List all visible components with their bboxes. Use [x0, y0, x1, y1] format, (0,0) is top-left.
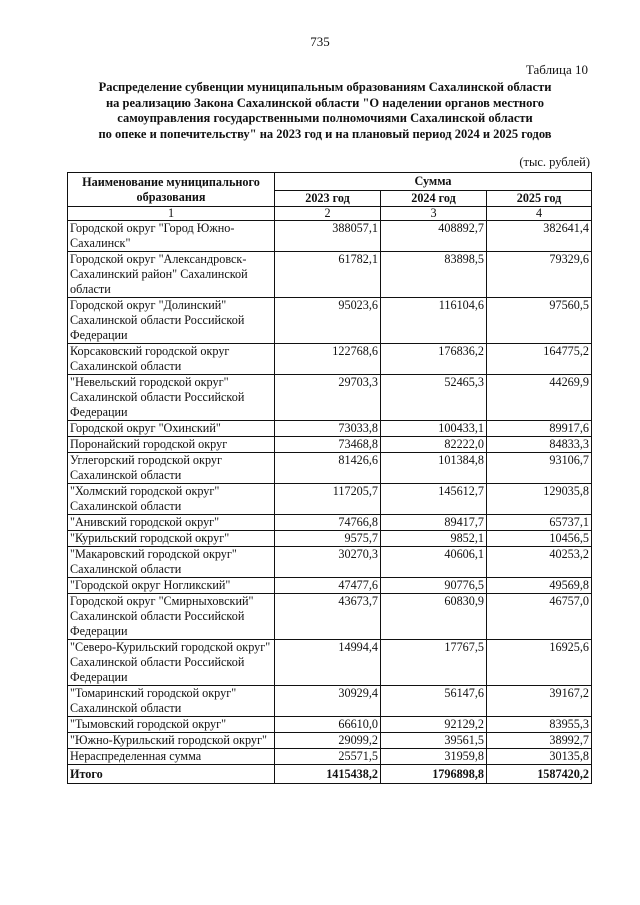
- table-row: [68, 298, 592, 344]
- row-value-2023: 9575,7: [275, 531, 381, 547]
- row-name-cell: "Макаровский городской округ" Сахалинской области: [68, 547, 275, 578]
- table-row: [68, 640, 592, 686]
- row-value-2025: 30135,8: [487, 749, 592, 765]
- row-value-2025: 38992,7: [487, 733, 592, 749]
- table-row: [68, 453, 592, 484]
- page-number: 735: [310, 34, 330, 49]
- row-value-2024: 52465,3: [381, 375, 487, 421]
- row-value-2025: 97560,5: [487, 298, 592, 344]
- row-value-2025: 382641,4: [487, 221, 592, 252]
- row-value-2025: 83955,3: [487, 717, 592, 733]
- row-name-cell: Городской округ "Охинский": [68, 421, 275, 437]
- table-row: [68, 594, 592, 640]
- header-sum-column: Сумма: [275, 173, 592, 191]
- row-name-cell: "Томаринский городской округ" Сахалинской области: [68, 686, 275, 717]
- table-row: [68, 221, 592, 252]
- row-value-2024: 82222,0: [381, 437, 487, 453]
- header-year-2023: 2023 год: [275, 191, 381, 207]
- table-row: [68, 421, 592, 437]
- row-value-2023: 95023,6: [275, 298, 381, 344]
- header-name-column: Наименование муниципального образования: [68, 173, 275, 207]
- row-value-2023: 122768,6: [275, 344, 381, 375]
- row-value-2023: 81426,6: [275, 453, 381, 484]
- table-body: [68, 221, 592, 765]
- row-name-cell: Городской округ "Долинский" Сахалинской области Российской Федерации: [68, 298, 275, 344]
- table-row: [68, 252, 592, 298]
- row-name-cell: "Южно-Курильский городской округ": [68, 733, 275, 749]
- table-row: [68, 717, 592, 733]
- row-value-2023: 66610,0: [275, 717, 381, 733]
- header-year-2024: 2024 год: [381, 191, 487, 207]
- row-value-2025: 79329,6: [487, 252, 592, 298]
- row-value-2024: 408892,7: [381, 221, 487, 252]
- total-2025: 1587420,2: [487, 765, 592, 784]
- units-label: (тыс. рублей): [519, 155, 590, 169]
- table-row: [68, 375, 592, 421]
- row-value-2023: 388057,1: [275, 221, 381, 252]
- row-name-cell: Корсаковский городской округ Сахалинской области: [68, 344, 275, 375]
- row-value-2025: 10456,5: [487, 531, 592, 547]
- table-row: [68, 437, 592, 453]
- row-value-2024: 100433,1: [381, 421, 487, 437]
- row-value-2024: 176836,2: [381, 344, 487, 375]
- table-row: [68, 749, 592, 765]
- table-row: [68, 515, 592, 531]
- row-value-2025: 84833,3: [487, 437, 592, 453]
- table-row: [68, 578, 592, 594]
- row-name-cell: Нераспределенная сумма: [68, 749, 275, 765]
- row-value-2023: 47477,6: [275, 578, 381, 594]
- row-name-cell: "Северо-Курильский городской округ" Сахалинской области Российской Федерации: [68, 640, 275, 686]
- table-row: [68, 547, 592, 578]
- title-line: по опеке и попечительству" на 2023 год и на плановый период 2024 и 2025 годов: [98, 126, 552, 141]
- row-value-2023: 29099,2: [275, 733, 381, 749]
- row-value-2025: 39167,2: [487, 686, 592, 717]
- subvention-table: [67, 172, 592, 784]
- table-row: [68, 686, 592, 717]
- row-name-cell: "Холмский городской округ" Сахалинской области: [68, 484, 275, 515]
- row-value-2025: 44269,9: [487, 375, 592, 421]
- row-value-2023: 74766,8: [275, 515, 381, 531]
- row-value-2024: 17767,5: [381, 640, 487, 686]
- row-value-2025: 46757,0: [487, 594, 592, 640]
- row-value-2025: 40253,2: [487, 547, 592, 578]
- row-value-2024: 90776,5: [381, 578, 487, 594]
- row-name-cell: Городской округ "Смирныховский" Сахалинской области Российской Федерации: [68, 594, 275, 640]
- row-value-2024: 56147,6: [381, 686, 487, 717]
- row-name-cell: "Невельский городской округ" Сахалинской области Российской Федерации: [68, 375, 275, 421]
- row-value-2024: 89417,7: [381, 515, 487, 531]
- row-value-2024: 40606,1: [381, 547, 487, 578]
- row-name-cell: Городской округ "Город Южно-Сахалинск": [68, 221, 275, 252]
- row-value-2025: 164775,2: [487, 344, 592, 375]
- column-number: 4: [487, 207, 592, 221]
- row-value-2024: 31959,8: [381, 749, 487, 765]
- total-2023: 1415438,2: [275, 765, 381, 784]
- row-name-cell: Углегорский городской округ Сахалинской области: [68, 453, 275, 484]
- row-name-cell: "Тымовский городской округ": [68, 717, 275, 733]
- row-value-2023: 117205,7: [275, 484, 381, 515]
- row-value-2024: 145612,7: [381, 484, 487, 515]
- header-year-2025: 2025 год: [487, 191, 592, 207]
- row-value-2024: 9852,1: [381, 531, 487, 547]
- row-value-2023: 43673,7: [275, 594, 381, 640]
- row-value-2024: 83898,5: [381, 252, 487, 298]
- row-name-cell: "Курильский городской округ": [68, 531, 275, 547]
- row-value-2023: 61782,1: [275, 252, 381, 298]
- row-name-cell: "Городской округ Ногликский": [68, 578, 275, 594]
- row-value-2023: 29703,3: [275, 375, 381, 421]
- table-row: [68, 484, 592, 515]
- row-value-2024: 39561,5: [381, 733, 487, 749]
- column-number: 2: [275, 207, 381, 221]
- row-value-2023: 25571,5: [275, 749, 381, 765]
- total-label: Итого: [68, 765, 275, 784]
- row-name-cell: Городской округ "Александровск-Сахалинский район" Сахалинской области: [68, 252, 275, 298]
- row-value-2024: 92129,2: [381, 717, 487, 733]
- table-row: [68, 531, 592, 547]
- row-value-2023: 73033,8: [275, 421, 381, 437]
- row-value-2025: 49569,8: [487, 578, 592, 594]
- column-number: 1: [68, 207, 275, 221]
- row-name-cell: "Анивский городской округ": [68, 515, 275, 531]
- title-line: самоуправления государственными полномочиями Сахалинской области: [117, 111, 533, 125]
- row-value-2023: 14994,4: [275, 640, 381, 686]
- row-value-2025: 129035,8: [487, 484, 592, 515]
- table-row: [68, 344, 592, 375]
- row-value-2024: 60830,9: [381, 594, 487, 640]
- row-value-2025: 93106,7: [487, 453, 592, 484]
- row-value-2024: 116104,6: [381, 298, 487, 344]
- row-value-2023: 73468,8: [275, 437, 381, 453]
- title-line: на реализацию Закона Сахалинской области "О наделении органов местного: [105, 95, 544, 110]
- row-value-2024: 101384,8: [381, 453, 487, 484]
- row-name-cell: Поронайский городской округ: [68, 437, 275, 453]
- row-value-2023: 30270,3: [275, 547, 381, 578]
- document-title: [60, 80, 590, 142]
- row-value-2025: 89917,6: [487, 421, 592, 437]
- column-number: 3: [381, 207, 487, 221]
- table-label: Таблица 10: [525, 62, 588, 77]
- row-value-2023: 30929,4: [275, 686, 381, 717]
- row-value-2025: 65737,1: [487, 515, 592, 531]
- total-row: [68, 765, 592, 784]
- title-line: Распределение субвенции муниципальным образованиям Сахалинской области: [98, 80, 552, 94]
- table-row: [68, 733, 592, 749]
- row-value-2025: 16925,6: [487, 640, 592, 686]
- total-2024: 1796898,8: [381, 765, 487, 784]
